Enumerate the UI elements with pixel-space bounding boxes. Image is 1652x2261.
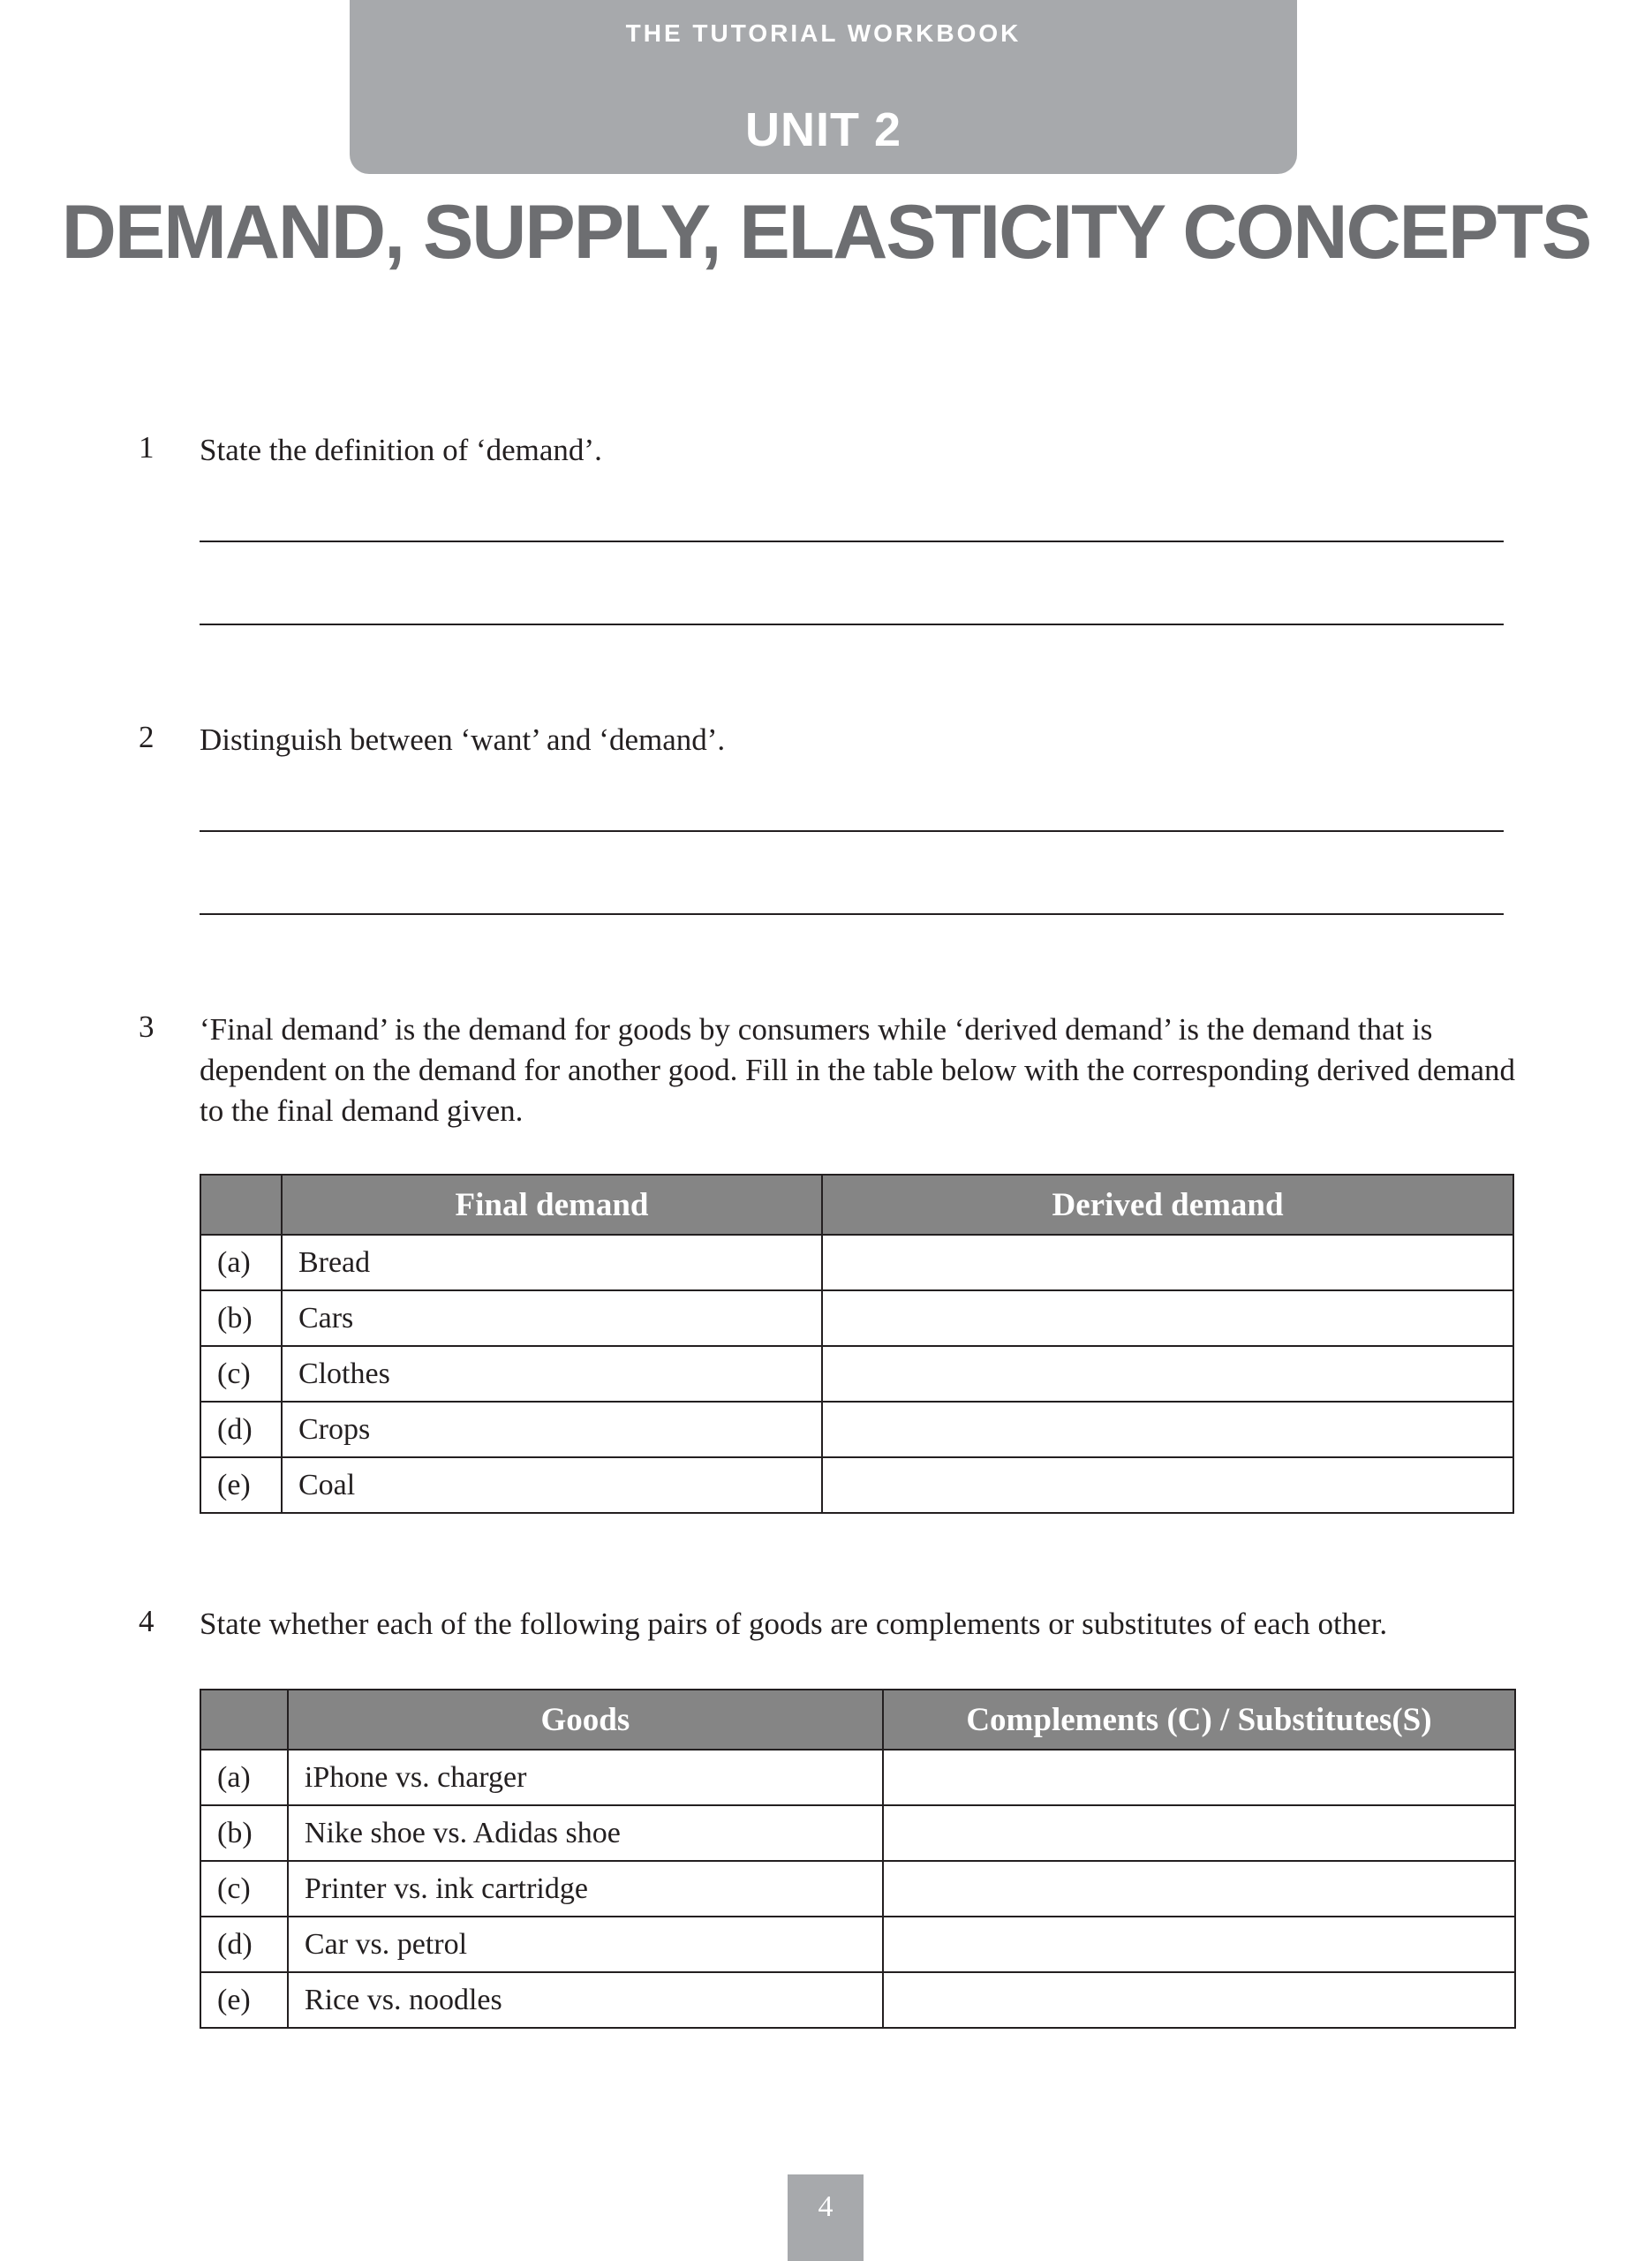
page-number: 4 — [818, 2190, 834, 2223]
answer-line[interactable] — [200, 541, 1504, 542]
row-label: (a) — [200, 1235, 282, 1290]
complement-substitute-answer-cell[interactable] — [883, 1861, 1515, 1917]
goods-cell: Car vs. petrol — [288, 1917, 883, 1972]
table-row — [200, 1805, 1515, 1861]
row-label: (b) — [200, 1805, 288, 1861]
question-3-number: 3 — [139, 1010, 155, 1044]
derived-demand-answer-cell[interactable] — [822, 1290, 1513, 1346]
table-row — [200, 1917, 1515, 1972]
table-row — [200, 1346, 1513, 1402]
final-demand-cell: Bread — [282, 1235, 822, 1290]
final-demand-cell: Coal — [282, 1457, 822, 1513]
row-label: (e) — [200, 1457, 282, 1513]
table-header-row — [200, 1175, 1513, 1235]
table-row — [200, 1290, 1513, 1346]
row-label: (b) — [200, 1290, 282, 1346]
goods-cell: Nike shoe vs. Adidas shoe — [288, 1805, 883, 1861]
question-1-number: 1 — [139, 430, 155, 465]
complement-substitute-answer-cell[interactable] — [883, 1805, 1515, 1861]
table-row — [200, 1402, 1513, 1457]
complement-substitute-answer-cell[interactable] — [883, 1917, 1515, 1972]
table-row — [200, 1750, 1515, 1805]
page-title: DEMAND, SUPPLY, ELASTICITY CONCEPTS — [61, 190, 1591, 275]
question-4-text: State whether each of the following pairs of goods are complements or substitutes of each other. — [200, 1607, 1388, 1641]
derived-demand-answer-cell[interactable] — [822, 1402, 1513, 1457]
goods-cell: Rice vs. noodles — [288, 1972, 883, 2028]
final-demand-table — [200, 1174, 1514, 1514]
table-header-cell: Goods — [288, 1690, 883, 1750]
row-label: (d) — [200, 1402, 282, 1457]
final-demand-cell: Crops — [282, 1402, 822, 1457]
table-header-cell: Final demand — [282, 1175, 822, 1235]
answer-line[interactable] — [200, 830, 1504, 832]
row-label: (c) — [200, 1861, 288, 1917]
answer-line[interactable] — [200, 913, 1504, 915]
row-label: (d) — [200, 1917, 288, 1972]
unit-label: UNIT 2 — [744, 103, 902, 156]
row-label: (c) — [200, 1346, 282, 1402]
row-label: (a) — [200, 1750, 288, 1805]
row-label: (e) — [200, 1972, 288, 2028]
table-header-cell — [200, 1175, 282, 1235]
table-row — [200, 1457, 1513, 1513]
question-4-number: 4 — [139, 1604, 155, 1638]
table-header-cell: Derived demand — [822, 1175, 1513, 1235]
question-2-number: 2 — [139, 720, 155, 754]
table-row — [200, 1861, 1515, 1917]
complement-substitute-answer-cell[interactable] — [883, 1972, 1515, 2028]
table-header-cell — [200, 1690, 288, 1750]
page-number-box — [788, 2174, 864, 2261]
question-2-text: Distinguish between ‘want’ and ‘demand’. — [200, 722, 726, 757]
derived-demand-answer-cell[interactable] — [822, 1346, 1513, 1402]
question-3-text: ‘Final demand’ is the demand for goods by consumers while ‘derived demand’ is the demand that is dependent on the demand for another good. Fill in the table below with the corresponding derived demand to the final demand given. — [200, 1012, 1516, 1128]
goods-cell: Printer vs. ink cartridge — [288, 1861, 883, 1917]
table-header-row — [200, 1690, 1515, 1750]
goods-table — [200, 1689, 1516, 2029]
question-1-text: State the definition of ‘demand’. — [200, 433, 602, 467]
table-row — [200, 1235, 1513, 1290]
derived-demand-answer-cell[interactable] — [822, 1235, 1513, 1290]
derived-demand-answer-cell[interactable] — [822, 1457, 1513, 1513]
table-row — [200, 1972, 1515, 2028]
goods-cell: iPhone vs. charger — [288, 1750, 883, 1805]
final-demand-cell: Clothes — [282, 1346, 822, 1402]
final-demand-cell: Cars — [282, 1290, 822, 1346]
answer-line[interactable] — [200, 624, 1504, 625]
table-header-cell: Complements (C) / Substitutes(S) — [883, 1690, 1515, 1750]
complement-substitute-answer-cell[interactable] — [883, 1750, 1515, 1805]
book-title: THE TUTORIAL WORKBOOK — [625, 19, 1022, 47]
header-tab — [350, 0, 1297, 174]
